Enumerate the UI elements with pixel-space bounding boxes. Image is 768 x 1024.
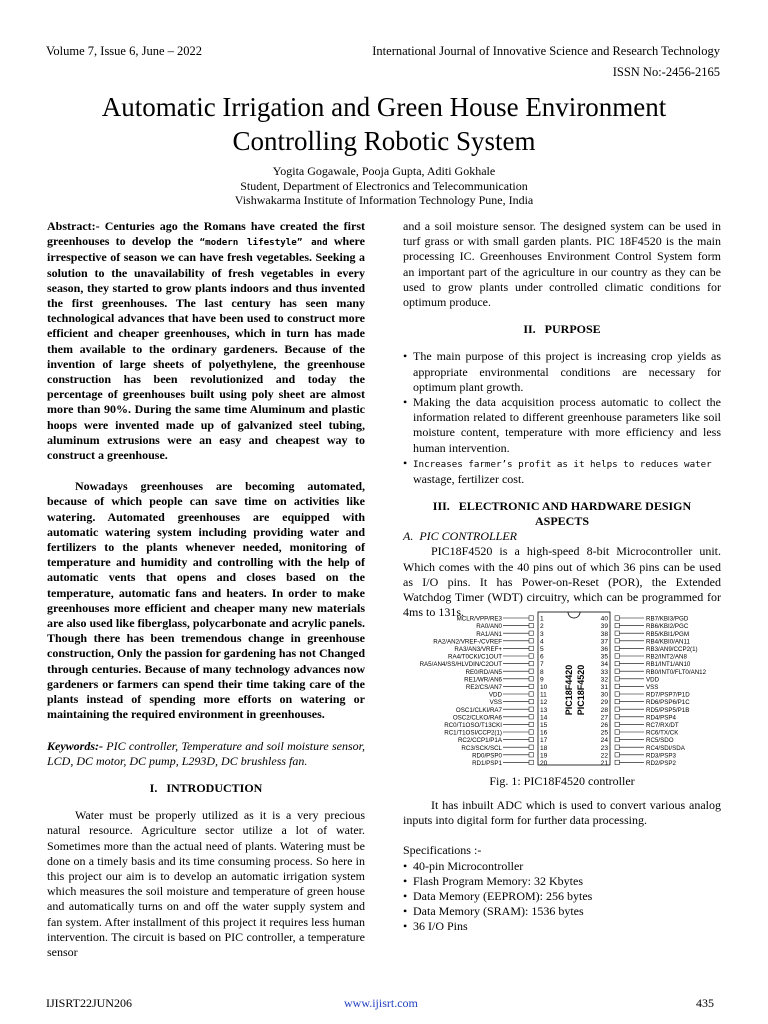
right-pin-number: 38 bbox=[600, 630, 608, 638]
purpose-bullet-3-mono: Increases farmer’s profit as it helps to reduces water bbox=[413, 458, 712, 470]
purpose-heading: II. PURPOSE bbox=[523, 322, 601, 337]
intro-heading: I. INTRODUCTION bbox=[149, 780, 263, 795]
left-pin-pad bbox=[529, 684, 533, 688]
hardware-heading bbox=[403, 499, 721, 529]
left-pin-pad bbox=[529, 623, 533, 627]
right-pin-label: RD5/PSP5/P1B bbox=[646, 706, 690, 714]
left-pin-number: 5 bbox=[540, 646, 544, 653]
left-pin-number: 6 bbox=[540, 653, 544, 661]
purpose-bullet-2: • Making the data acquisition process automatic to collect the information related to different greenhouse parameters like soil moisture content, temperature with more efficiency and less human intervention. bbox=[403, 395, 721, 456]
right-pin-number: 36 bbox=[600, 646, 608, 653]
footer-url[interactable]: www.ijisrt.com bbox=[344, 996, 418, 1010]
right-pin-label: RD4/PSP4 bbox=[646, 714, 676, 722]
chip-notch bbox=[568, 612, 580, 618]
left-pin-number: 7 bbox=[540, 661, 544, 669]
left-pin-number: 9 bbox=[540, 676, 544, 684]
right-pin-label: RC4/SDI/SDA bbox=[646, 744, 685, 752]
left-pin-pad bbox=[529, 737, 533, 741]
right-pin-label: RD3/PSP3 bbox=[646, 752, 676, 760]
right-pin-pad bbox=[615, 684, 619, 688]
spec-item: • 36 I/O Pins bbox=[403, 919, 721, 934]
specs-list bbox=[403, 859, 721, 935]
right-pin-pad bbox=[615, 654, 619, 658]
chip-label-4520: PIC18F4520 bbox=[576, 664, 586, 716]
right-pin-label: RC7/RX/DT bbox=[646, 722, 679, 729]
left-pin-pad bbox=[529, 654, 533, 658]
issn: ISSN No:-2456-2165 bbox=[612, 65, 720, 79]
right-pin-number: 23 bbox=[600, 744, 608, 752]
left-pin-label: RE2/CS/AN7 bbox=[465, 684, 502, 691]
keywords-label: Keywords:- bbox=[47, 738, 103, 753]
right-pin-pad bbox=[615, 669, 619, 673]
right-pin-number: 31 bbox=[600, 684, 608, 691]
intro-text: Water must be properly utilized as it is a very precious natural resource. Agriculture sector utilize a lot of water. Sometimes more than the actual need of plants. Watering must be done on a timely basis and its time consuming process. So here in this project our aim is to develop an automatic irrigation system which measures the soil moisture and temperature of green house and automatically turns on and off the water supply system and fan system. After installment of this project it requires less human intervention. The circuit is based on PIC controller, a temperature sensor bbox=[47, 808, 365, 959]
left-pin-number: 3 bbox=[540, 630, 544, 638]
chip-label-4420: PIC18F4420 bbox=[564, 664, 574, 716]
left-pin-number: 1 bbox=[540, 615, 544, 623]
right-pin-pad bbox=[615, 753, 619, 757]
right-pin-label: RD2/PSP2 bbox=[646, 760, 676, 767]
left-pin-pad bbox=[529, 722, 533, 726]
right-pin-number: 40 bbox=[600, 615, 608, 623]
intro-continued: and a soil moisture sensor. The designed system can be used in turf grass or with small garden plants. PIC 18F4520 is the main processing IC. Greenhouses Environment Control System form an important part of the agriculture in our country as they can be used to grow plants under controlled climatic conditions for optimum produce. bbox=[403, 219, 721, 310]
right-pin-pad bbox=[615, 616, 619, 620]
right-pin-pad bbox=[615, 677, 619, 681]
left-pin-label: RC3/SCK/SCL bbox=[461, 744, 502, 752]
left-pin-pad bbox=[529, 760, 533, 764]
right-pin-number: 29 bbox=[600, 699, 608, 707]
right-pin-pad bbox=[615, 661, 619, 665]
left-pin-label: RC1/T1OSI/CCP2(1) bbox=[444, 729, 502, 737]
abstract-quote: “modern lifestyle” and bbox=[199, 237, 328, 249]
left-pin-pad bbox=[529, 730, 533, 734]
left-pin-label: VSS bbox=[489, 699, 502, 707]
abstract bbox=[47, 219, 365, 463]
right-pin-label: RB0/INT0/FLT0/AN12 bbox=[646, 668, 707, 676]
left-pin-number: 8 bbox=[540, 668, 544, 676]
left-pin-label: RD0/PSP0 bbox=[472, 752, 502, 760]
left-pin-number: 20 bbox=[540, 760, 548, 767]
right-pin-label: VDD bbox=[646, 676, 660, 684]
left-pin-number: 12 bbox=[540, 699, 548, 707]
right-pin-pad bbox=[615, 631, 619, 635]
left-pin-pad bbox=[529, 715, 533, 719]
pic-text: PIC18F4520 is a high-speed 8-bit Microcontroller unit. Which comes with the 40 pins out of which 36 pins can be used as I/O pins. It has Power-on-Reset (POR), the Extended Watchdog Timer (WDT) circuitry, which can be programmed for 4ms to 131s. bbox=[403, 544, 721, 620]
left-pin-pad bbox=[529, 699, 533, 703]
author-dept: Student, Department of Electronics and Telecommunication bbox=[240, 178, 528, 193]
footer-id: IJISRT22JUN206 bbox=[46, 996, 132, 1010]
right-pin-number: 35 bbox=[600, 653, 608, 661]
left-pin-label: OSC1/CLKI/RA7 bbox=[455, 706, 502, 714]
left-pin-pad bbox=[529, 661, 533, 665]
right-pin-pad bbox=[615, 699, 619, 703]
left-pin-number: 17 bbox=[540, 737, 548, 745]
left-pin-number: 19 bbox=[540, 752, 548, 760]
right-pin-number: 37 bbox=[600, 638, 608, 646]
spec-item: • Flash Program Memory: 32 Kbytes bbox=[403, 874, 721, 889]
left-pin-pad bbox=[529, 707, 533, 711]
keywords-text: PIC controller, Temperature and soil moisture sensor, LCD, DC motor, DC pump, L293D, DC brushless fan. bbox=[47, 738, 365, 768]
right-pin-label: RB6/KBI2/PGC bbox=[646, 623, 689, 631]
right-pin-number: 28 bbox=[600, 706, 608, 714]
left-pin-label: MCLR/VPP/RE3 bbox=[456, 615, 502, 623]
left-pin-label: RA5/AN4/SS/HLVDIN/C2OUT bbox=[419, 661, 502, 669]
left-pin-number: 4 bbox=[540, 638, 544, 646]
left-column bbox=[47, 219, 365, 960]
left-pin-label: RD1/PSP1 bbox=[472, 760, 502, 767]
author-institution: Vishwakarma Institute of Information Technology Pune, India bbox=[234, 193, 534, 208]
adc-text: It has inbuilt ADC which is used to convert various analog inputs into digital form for further data processing. bbox=[403, 798, 721, 828]
left-pin-label: VDD bbox=[488, 691, 502, 699]
abstract-label: Abstract:- bbox=[47, 219, 100, 233]
right-pin-number: 33 bbox=[600, 668, 608, 676]
left-pin-number: 13 bbox=[540, 706, 548, 714]
right-pin-pad bbox=[615, 646, 619, 650]
abstract-text: Centuries ago the Romans have created the first greenhouses to develop the bbox=[47, 219, 365, 249]
left-pin-pad bbox=[529, 631, 533, 635]
left-pin-number: 14 bbox=[540, 714, 548, 722]
right-pin-pad bbox=[615, 715, 619, 719]
author-block bbox=[100, 164, 668, 208]
paper-title bbox=[30, 90, 738, 158]
right-pin-number: 27 bbox=[600, 714, 608, 722]
right-column bbox=[403, 219, 721, 620]
purpose-bullet-3 bbox=[403, 456, 721, 487]
left-pin-label: RA1/AN1 bbox=[476, 630, 502, 638]
right-pin-pad bbox=[615, 623, 619, 627]
right-pin-label: RD6/PSP6/P1C bbox=[646, 699, 690, 707]
right-pin-number: 22 bbox=[600, 752, 608, 760]
right-pin-label: RB1/INT1/AN10 bbox=[646, 661, 691, 669]
left-pin-number: 16 bbox=[540, 729, 548, 737]
right-pin-number: 21 bbox=[600, 760, 608, 767]
hardware-heading-l1: III. ELECTRONIC AND HARDWARE DESIGN bbox=[432, 499, 692, 514]
left-pin-label: RA3/AN3/VREF+ bbox=[454, 646, 502, 653]
chip-body bbox=[538, 612, 610, 765]
left-pin-number: 11 bbox=[540, 691, 547, 699]
right-pin-pad bbox=[615, 730, 619, 734]
left-pin-label: RA2/AN2/VREF-/CVREF bbox=[433, 638, 502, 646]
spec-item: • 40-pin Microcontroller bbox=[403, 859, 721, 874]
left-pin-number: 10 bbox=[540, 684, 548, 691]
pic-subheading: A. PIC CONTROLLER bbox=[403, 529, 518, 544]
right-pin-number: 32 bbox=[600, 676, 608, 684]
right-pin-label: RC6/TX/CK bbox=[646, 729, 679, 737]
right-pin-pad bbox=[615, 745, 619, 749]
left-pin-label: RA4/T0CKI/C1OUT bbox=[448, 653, 502, 661]
left-pin-label: RA0/AN0 bbox=[476, 623, 502, 631]
left-pin-number: 2 bbox=[540, 623, 544, 631]
purpose-bullet-1: • The main purpose of this project is increasing crop yields as appropriate environmental conditions are necessary for optimum plant growth. bbox=[403, 349, 721, 395]
right-pin-pad bbox=[615, 760, 619, 764]
specs-label: Specifications :- bbox=[403, 843, 482, 858]
right-pin-pad bbox=[615, 639, 619, 643]
right-pin-label: RB7/KBI3/PGD bbox=[646, 615, 689, 623]
right-pin-label: VSS bbox=[646, 684, 659, 691]
keywords bbox=[47, 739, 365, 769]
left-pin-label: RC2/CCP1/P1A bbox=[457, 737, 502, 745]
figure-caption: Fig. 1: PIC18F4520 controller bbox=[489, 774, 635, 788]
left-pin-pad bbox=[529, 669, 533, 673]
right-pin-number: 25 bbox=[600, 729, 608, 737]
spec-item: • Data Memory (EEPROM): 256 bytes bbox=[403, 889, 721, 904]
left-pin-pad bbox=[529, 646, 533, 650]
spec-item: • Data Memory (SRAM): 1536 bytes bbox=[403, 904, 721, 919]
right-pin-number: 39 bbox=[600, 623, 608, 631]
right-pin-number: 34 bbox=[600, 661, 608, 669]
author-names: Yogita Gogawale, Pooja Gupta, Aditi Gokhale bbox=[272, 164, 496, 178]
right-pin-number: 26 bbox=[600, 722, 608, 729]
right-pin-label: RC5/SDO bbox=[646, 737, 674, 745]
page-number: 435 bbox=[696, 996, 714, 1010]
right-pin-label: RB3/AN9/CCP2(1) bbox=[646, 646, 698, 653]
left-pin-pad bbox=[529, 639, 533, 643]
title-line-2: Controlling Robotic System bbox=[232, 126, 536, 156]
right-pin-label: RD7/PSP7/P1D bbox=[646, 691, 690, 699]
pic-pinout-diagram bbox=[398, 610, 730, 772]
right-pin-pad bbox=[615, 692, 619, 696]
right-pin-label: RB5/KBI1/PGM bbox=[646, 630, 689, 638]
right-pin-number: 24 bbox=[600, 737, 608, 745]
left-pin-label: OSC2/CLKO/RA6 bbox=[452, 714, 502, 722]
purpose-bullet-3-rest: wastage, fertilizer cost. bbox=[413, 472, 525, 487]
right-pin-pad bbox=[615, 707, 619, 711]
left-pin-pad bbox=[529, 677, 533, 681]
left-pin-label: RE0/RD/AN5 bbox=[465, 668, 502, 676]
left-pin-pad bbox=[529, 616, 533, 620]
right-pin-number: 30 bbox=[600, 691, 608, 699]
right-pin-label: RB4/KBI0/AN11 bbox=[646, 638, 690, 646]
left-pin-number: 15 bbox=[540, 722, 548, 729]
title-line-1: Automatic Irrigation and Green House Environment bbox=[101, 92, 667, 122]
abstract-para-2: Nowadays greenhouses are becoming automated, because of which people can save time on activities like watering. Automated greenhouses are equipped with automatic watering system including providing water and fertilizers to the plants whenever needed, monitoring of temperature and humidity and controlling with the help of automatic vents that opens and closes based on the temperature, automatic fans and heaters. In order to make greenhouses more efficient and cheaper many new materials are also used like fiberglass, polycarbonate and acrylic panels. Though there has been tremendous change in greenhouse construction, Only the passion for gardening has not Changed through centuries. Because of many technology advances now gardeners or farmers can spend their time taking care of the plants instead of spending more efforts on watering or maintaining the required environment in greenhouses. bbox=[47, 479, 365, 722]
right-pin-pad bbox=[615, 722, 619, 726]
left-pin-number: 18 bbox=[540, 744, 548, 752]
right-pin-label: RB2/INT2/AN8 bbox=[646, 653, 687, 661]
left-pin-pad bbox=[529, 692, 533, 696]
left-pin-label: RE1/WR/AN6 bbox=[464, 676, 502, 684]
left-pin-pad bbox=[529, 753, 533, 757]
hardware-heading-l2: ASPECTS bbox=[534, 514, 590, 529]
right-column-lower bbox=[403, 798, 721, 935]
left-pin-label: RC0/T1OSO/T13CKI bbox=[444, 722, 502, 729]
left-pin-pad bbox=[529, 745, 533, 749]
journal-name: International Journal of Innovative Science and Research Technology bbox=[372, 44, 720, 58]
volume-info: Volume 7, Issue 6, June – 2022 bbox=[46, 44, 203, 58]
right-pin-pad bbox=[615, 737, 619, 741]
abstract-text-rest: where irrespective of season we can have fresh vegetables. Seeking a solution to the unavailability of fresh vegetables in every season, they started to grow plants indoors and thus invented the first greenhouses. The last century has seen many technological advances that have been used to construct more efficient and cheaper greenhouses, which in turn has made them available to the ordinary gardeners. Because of the invention of large sheets of polyethylene, the greenhouse construction has been revolutionized and today the percentage of greenhouses built using poly sheet are almost more than 90%. During the same time Aluminum and plastic hoops were invented made up of galvanized steel tubing, aluminum extrusions were an easy and cheapest way to construct a greenhouse. bbox=[47, 234, 365, 463]
